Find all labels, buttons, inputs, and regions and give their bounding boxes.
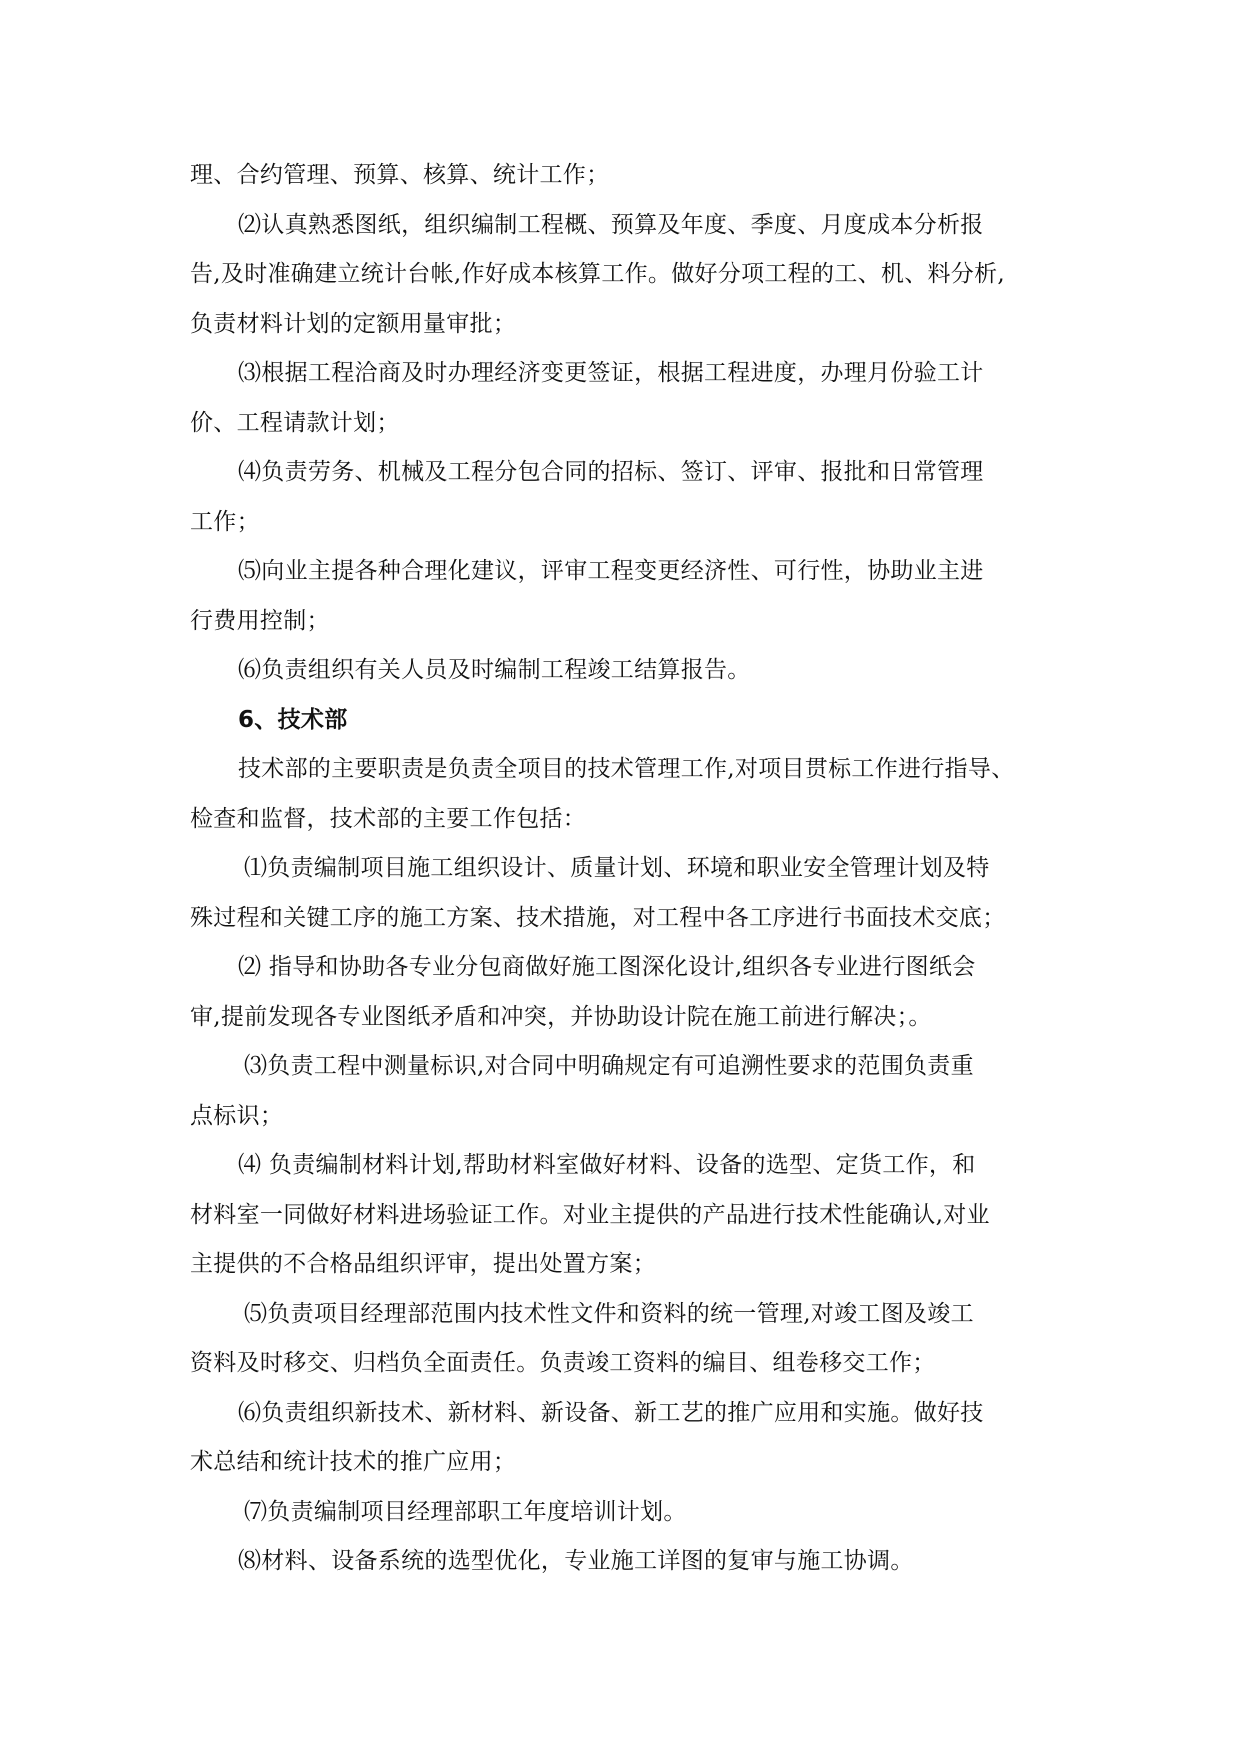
text-line: 点标识；	[190, 1102, 284, 1129]
text-line: 主提供的不合格品组织评审，提出处置方案；	[190, 1251, 656, 1277]
text-line: ⑹负责组织有关人员及时编制工程竣工结算报告。	[238, 657, 751, 683]
text-line: ⑺负责编制项目经理部职工年度培训计划。	[244, 1498, 687, 1525]
text-line: ⑻材料、设备系统的选型优化，专业施工详图的复审与施工协调。	[238, 1548, 914, 1574]
text-line: 殊过程和关键工序的施工方案、技术措施，对工程中各工序进行书面技术交底；	[190, 904, 1006, 931]
text-line: 价、工程请款计划；	[190, 409, 400, 436]
text-line: ⑵ 指导和协助各专业分包商做好施工图深化设计,组织各专业进行图纸会	[238, 954, 976, 980]
text-line: ⑶根据工程洽商及时办理经济变更签证，根据工程进度，办理月份验工计	[238, 360, 984, 386]
text-line: 材料室一同做好材料进场验证工作。对业主提供的产品进行技术性能确认,对业	[190, 1201, 990, 1228]
text-line: ⑶负责工程中测量标识,对合同中明确规定有可追溯性要求的范围负责重	[244, 1053, 974, 1079]
text-line: 负责材料计划的定额用量审批；	[190, 310, 517, 337]
text-line: 检查和监督，技术部的主要工作包括：	[190, 805, 587, 832]
text-line: ⑹负责组织新技术、新材料、新设备、新工艺的推广应用和实施。做好技	[238, 1399, 984, 1426]
text-line: 告,及时准确建立统计台帐,作好成本核算工作。做好分项工程的工、机、料分析,	[190, 261, 1006, 287]
text-line: 技术部的主要职责是负责全项目的技术管理工作,对项目贯标工作进行指导、	[238, 756, 1015, 782]
text-line: 理、合约管理、预算、核算、统计工作；	[190, 162, 610, 188]
text-line: ⑵认真熟悉图纸，组织编制工程概、预算及年度、季度、月度成本分析报	[238, 211, 984, 238]
text-line: ⑷ 负责编制材料计划,帮助材料室做好材料、设备的选型、定货工作，和	[238, 1152, 976, 1178]
text-line: ⑸向业主提各种合理化建议，评审工程变更经济性、可行性，协助业主进	[238, 558, 984, 584]
text-line: 审,提前发现各专业图纸矛盾和冲突，并协助设计院在施工前进行解决；。	[190, 1003, 932, 1030]
text-line: 术总结和统计技术的推广应用；	[190, 1449, 517, 1475]
section-heading: 6、技术部	[238, 706, 348, 733]
text-line: 行费用控制；	[190, 607, 330, 634]
document-body	[190, 151, 1070, 1587]
text-line: ⑷负责劳务、机械及工程分包合同的招标、签订、评审、报批和日常管理	[238, 459, 984, 485]
text-line: 资料及时移交、归档负全面责任。负责竣工资料的编目、组卷移交工作；	[190, 1350, 936, 1376]
text-line: ⑸负责项目经理部范围内技术性文件和资料的统一管理,对竣工图及竣工	[244, 1300, 974, 1327]
text-line: 工作；	[190, 508, 260, 535]
text-line: ⑴负责编制项目施工组织设计、质量计划、环境和职业安全管理计划及特	[244, 855, 990, 881]
